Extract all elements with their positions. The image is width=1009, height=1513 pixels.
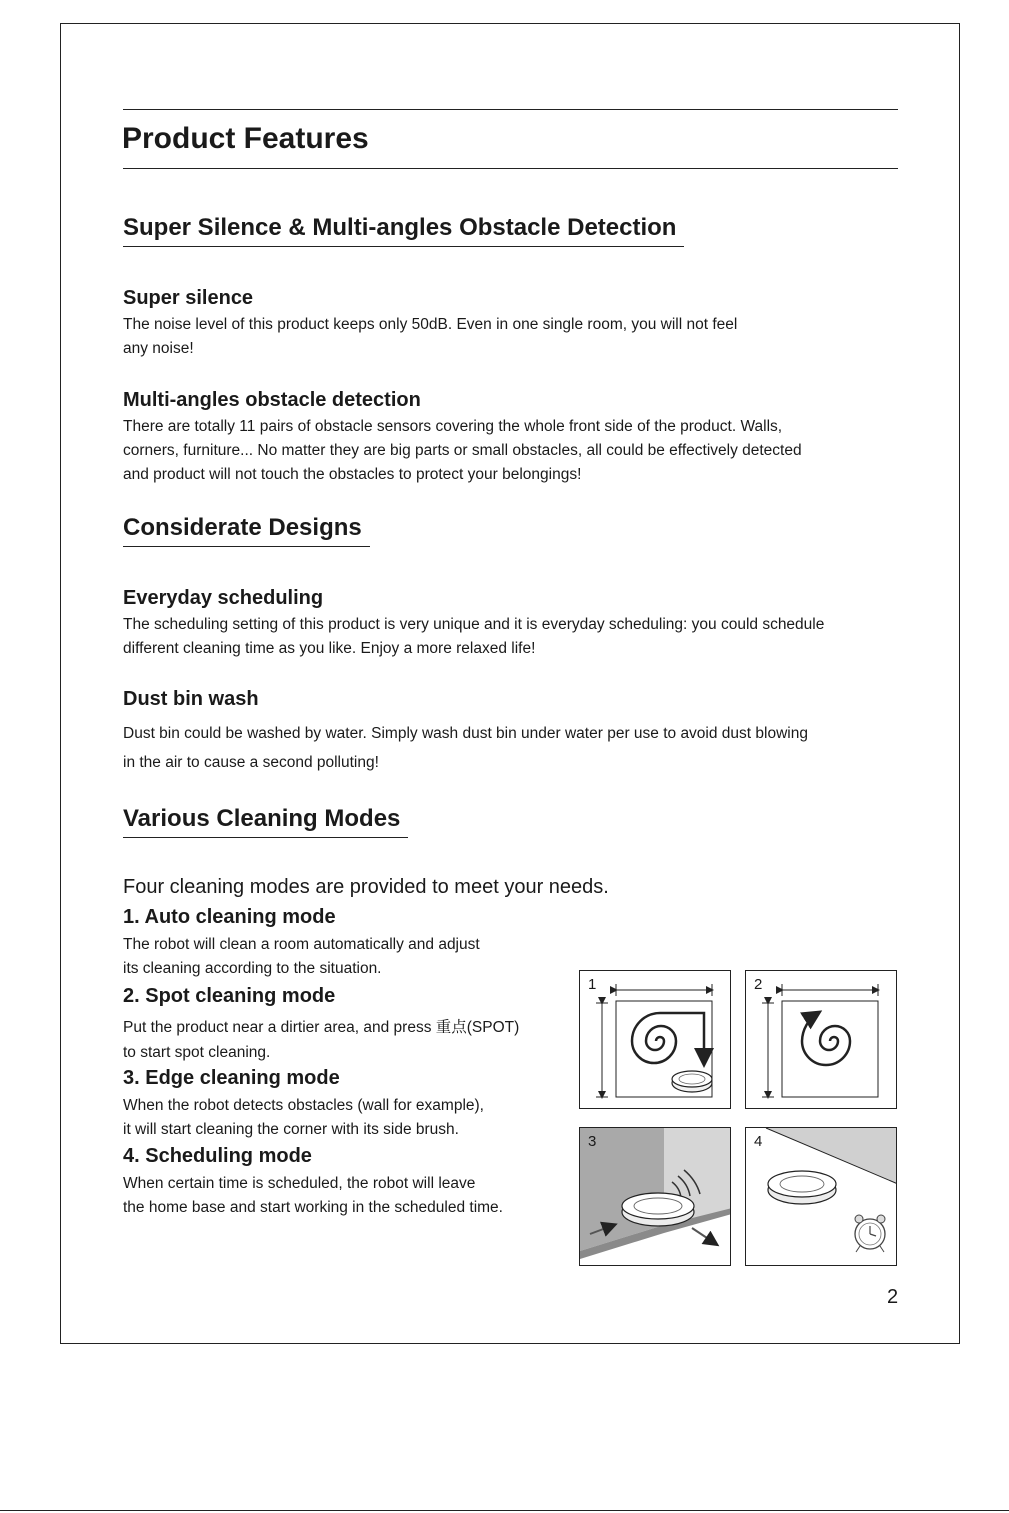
spot-cleaning-diagram-icon	[746, 971, 897, 1109]
paragraph-super-silence	[123, 313, 913, 361]
illustration-spot-cleaning	[745, 970, 897, 1109]
text-line: The noise level of this product keeps only 50dB. Even in one single room, you will not feel	[123, 316, 738, 333]
mode-body-edge	[123, 1094, 573, 1142]
illustration-auto-cleaning	[579, 970, 731, 1109]
bottom-edge-line	[0, 1510, 1009, 1511]
illustration-number: 2	[754, 976, 763, 993]
heading-dust-bin-wash: Dust bin wash	[123, 688, 259, 710]
text-line: The robot will clean a room automatically and adjust	[123, 936, 480, 953]
paragraph-dust-bin-wash	[123, 719, 913, 777]
illustration-edge-cleaning	[579, 1127, 731, 1266]
page-number: 2	[887, 1286, 899, 1308]
title-rule-top	[123, 109, 898, 110]
illustration-number: 1	[588, 976, 597, 993]
mode-title-edge: 3. Edge cleaning mode	[123, 1067, 340, 1089]
edge-cleaning-diagram-icon	[580, 1128, 731, 1266]
mode-body-spot	[123, 1015, 573, 1065]
heading-obstacle-detection: Multi-angles obstacle detection	[123, 389, 421, 411]
mode-body-scheduling	[123, 1172, 573, 1220]
title-rule-bottom	[123, 168, 898, 169]
illustration-scheduling	[745, 1127, 897, 1266]
text-line: its cleaning according to the situation.	[123, 960, 382, 977]
mode-title-spot: 2. Spot cleaning mode	[123, 985, 336, 1007]
text-line: and product will not touch the obstacles to protect your belongings!	[123, 466, 582, 483]
section-title-designs: Considerate Designs	[123, 514, 370, 547]
illustration-number: 3	[588, 1133, 597, 1150]
text-line: corners, furniture... No matter they are big parts or small obstacles, all could be effectively detected	[123, 442, 802, 459]
text-line: Dust bin could be washed by water. Simply wash dust bin under water per use to avoid dust blowing	[123, 725, 808, 742]
scheduling-diagram-icon	[746, 1128, 897, 1266]
paragraph-obstacle-detection	[123, 415, 913, 487]
section-title-cleaning-modes: Various Cleaning Modes	[123, 805, 408, 838]
mode-title-scheduling: 4. Scheduling mode	[123, 1145, 312, 1167]
text-line: in the air to cause a second polluting!	[123, 754, 379, 771]
heading-everyday-scheduling: Everyday scheduling	[123, 587, 324, 609]
page-title: Product Features	[122, 122, 369, 155]
text-line: The scheduling setting of this product is very unique and it is everyday scheduling: you could schedule	[123, 616, 825, 633]
text-line: the home base and start working in the scheduled time.	[123, 1199, 503, 1216]
text-line: any noise!	[123, 340, 194, 357]
text-line: to start spot cleaning.	[123, 1044, 271, 1061]
paragraph-everyday-scheduling	[123, 613, 913, 661]
cleaning-modes-intro: Four cleaning modes are provided to meet your needs.	[123, 876, 609, 898]
illustration-number: 4	[754, 1133, 763, 1150]
text-line: it will start cleaning the corner with its side brush.	[123, 1121, 459, 1138]
mode-body-auto	[123, 933, 573, 981]
text-line: Put the product near a dirtier area, and press 重点(SPOT)	[123, 1019, 520, 1036]
text-line: When the robot detects obstacles (wall for example),	[123, 1097, 484, 1114]
mode-title-auto: 1. Auto cleaning mode	[123, 906, 336, 928]
heading-super-silence: Super silence	[123, 287, 254, 309]
text-line: When certain time is scheduled, the robot will leave	[123, 1175, 476, 1192]
auto-cleaning-diagram-icon	[580, 971, 731, 1109]
text-line: different cleaning time as you like. Enjoy a more relaxed life!	[123, 640, 536, 657]
section-title-silence: Super Silence & Multi-angles Obstacle Detection	[123, 214, 684, 247]
text-line: There are totally 11 pairs of obstacle sensors covering the whole front side of the product. Walls,	[123, 418, 783, 435]
